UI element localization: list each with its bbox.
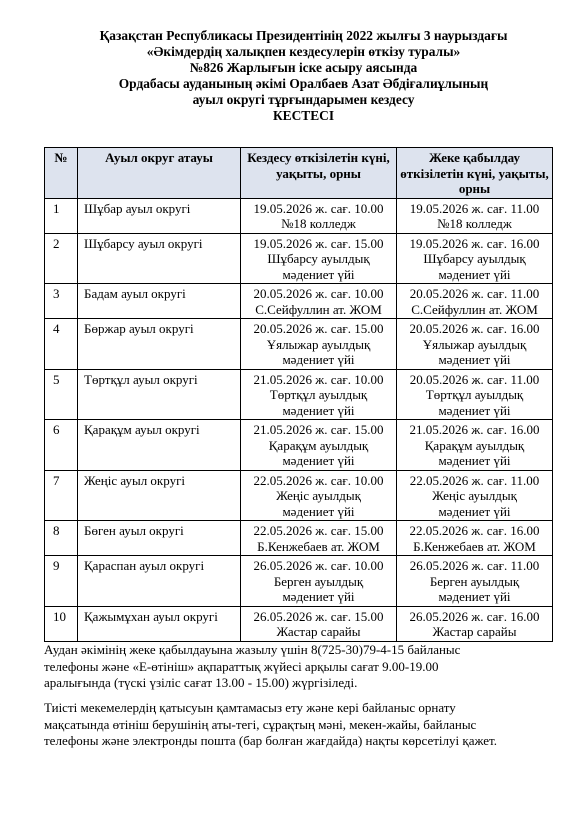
row-number: 9 <box>45 556 78 607</box>
meeting-line: Б.Кенжебаев ат. ЖОМ <box>257 538 380 554</box>
meeting-cell <box>241 606 397 641</box>
meeting-cell <box>241 521 397 556</box>
table-row <box>45 369 553 420</box>
row-number: 6 <box>45 420 78 471</box>
meeting-line: Жастар сарайы <box>276 624 361 639</box>
document-title <box>40 28 567 124</box>
column-header-number: № <box>45 148 78 199</box>
meeting-line: мәдениет үйі <box>282 402 355 418</box>
meeting-line: мәдениет үйі <box>282 266 355 282</box>
table-row <box>45 284 553 319</box>
reception-line: 19.05.2026 ж. сағ. 16.00 <box>409 235 540 251</box>
meeting-line: Қарақұм ауылдық <box>268 437 369 453</box>
reception-cell <box>397 556 553 607</box>
meeting-line: 19.05.2026 ж. сағ. 10.00 <box>253 200 384 216</box>
reception-line: С.Сейфуллин ат. ЖОМ <box>411 301 538 317</box>
reception-line: Шұбарсу ауылдық <box>423 251 526 266</box>
paragraph-line: телефоны және электронды пошта (бар болған жағдайда) нақты көрсетілуі қажет. <box>44 733 498 748</box>
reception-cell <box>397 284 553 319</box>
row-number: 8 <box>45 521 78 556</box>
reception-line: Жеңіс ауылдық <box>432 488 517 503</box>
reception-line: Ұялыжар ауылдық <box>422 336 527 352</box>
reception-line: 21.05.2026 ж. сағ. 16.00 <box>409 422 540 437</box>
reception-line: Қарақұм ауылдық <box>424 437 525 453</box>
meeting-cell <box>241 420 397 471</box>
meeting-line: 26.05.2026 ж. сағ. 15.00 <box>253 608 384 624</box>
title-line-2: «Әкімдердің халықпен кездесулерін өткізу туралы» <box>146 44 461 59</box>
table-row <box>45 606 553 641</box>
title-line-5: ауыл округі тұрғындарымен кездесу <box>192 92 415 107</box>
reception-line: мәдениет үйі <box>438 589 511 604</box>
column-header-district: Ауыл округ атауы <box>78 148 241 199</box>
title-line-1: Қазақстан Республикасы Президентінің 2022 жылғы 3 наурыздағы <box>99 28 508 43</box>
district-name: Бадам ауыл округі <box>78 284 241 319</box>
reception-line: Б.Кенжебаев ат. ЖОМ <box>413 538 536 554</box>
reception-cell <box>397 319 553 370</box>
reception-line: мәдениет үйі <box>438 402 511 418</box>
table-header-row <box>45 148 553 199</box>
reception-cell <box>397 420 553 471</box>
table-row <box>45 233 553 284</box>
paragraph-requirements <box>44 700 554 750</box>
table-row <box>45 319 553 370</box>
district-name: Төртқұл ауыл округі <box>78 369 241 420</box>
schedule-table <box>44 147 553 642</box>
row-number: 1 <box>45 198 78 233</box>
paragraph-line: телефоны және «Е-өтініш» ақпараттық жүйесі арқылы сағат 9.00-19.00 <box>44 658 439 674</box>
meeting-cell <box>241 233 397 284</box>
district-name: Қажымұхан ауыл округі <box>78 606 241 641</box>
meeting-line: 19.05.2026 ж. сағ. 15.00 <box>253 235 384 251</box>
meeting-line: Төртқұл ауылдық <box>269 387 368 402</box>
paragraph-line: Аудан әкімінің жеке қабылдауына жазылу үшін 8(725-30)79-4-15 байланыс <box>44 642 461 657</box>
district-name: Қарақұм ауыл округі <box>78 420 241 471</box>
reception-cell <box>397 470 553 521</box>
reception-line: 20.05.2026 ж. сағ. 11.00 <box>409 286 540 301</box>
reception-line: мәдениет үйі <box>438 266 511 282</box>
reception-line: мәдениет үйі <box>438 352 511 367</box>
reception-line: №18 колледж <box>437 216 512 231</box>
meeting-line: №18 колледж <box>281 216 356 231</box>
meeting-line: Жеңіс ауылдық <box>276 488 361 503</box>
table-row <box>45 521 553 556</box>
meeting-line: Шұбарсу ауылдық <box>267 251 370 266</box>
table-row <box>45 556 553 607</box>
reception-line: Жастар сарайы <box>432 624 517 639</box>
column-header-reception: Жеке қабылдау өткізілетін күні, уақыты, орны <box>397 148 553 199</box>
meeting-line: мәдениет үйі <box>282 503 355 519</box>
row-number: 3 <box>45 284 78 319</box>
table-row <box>45 198 553 233</box>
reception-line: 20.05.2026 ж. сағ. 11.00 <box>409 371 540 387</box>
paragraph-line: Тиісті мекемелердің қатысуын қамтамасыз ету және кері байланыс орнату <box>44 700 456 715</box>
table-row <box>45 420 553 471</box>
reception-line: Төртқұл ауылдық <box>425 387 524 402</box>
district-name: Бөржар ауыл округі <box>78 319 241 370</box>
title-line-4: Ордабасы ауданының әкімі Оралбаев Азат Әбдіғалиұлының <box>118 76 489 91</box>
meeting-line: Ұялыжар ауылдық <box>266 336 371 352</box>
meeting-line: 22.05.2026 ж. сағ. 15.00 <box>253 523 384 538</box>
paragraph-line: аралығында (түскі үзіліс сағат 13.00 - 15.00) жүргізіледі. <box>44 675 358 690</box>
table-body <box>45 198 553 641</box>
meeting-cell <box>241 556 397 607</box>
meeting-line: 20.05.2026 ж. сағ. 10.00 <box>253 286 384 301</box>
meeting-cell <box>241 284 397 319</box>
meeting-line: мәдениет үйі <box>282 589 355 604</box>
row-number: 5 <box>45 369 78 420</box>
reception-line: 26.05.2026 ж. сағ. 11.00 <box>409 558 540 573</box>
meeting-cell <box>241 369 397 420</box>
paragraph-line: мақсатында өтініш берушінің аты-тегі, сұрақтың мәні, мекен-жайы, байланыс <box>44 716 477 732</box>
meeting-line: 22.05.2026 ж. сағ. 10.00 <box>253 472 384 488</box>
title-line-3: №826 Жарлығын іске асыру аясында <box>189 60 418 75</box>
meeting-line: мәдениет үйі <box>282 352 355 367</box>
reception-line: 19.05.2026 ж. сағ. 11.00 <box>409 200 540 216</box>
reception-cell <box>397 606 553 641</box>
row-number: 7 <box>45 470 78 521</box>
reception-cell <box>397 233 553 284</box>
reception-line: мәдениет үйі <box>438 453 511 468</box>
meeting-line: 26.05.2026 ж. сағ. 10.00 <box>253 558 384 573</box>
meeting-line: С.Сейфуллин ат. ЖОМ <box>255 301 382 317</box>
paragraph-registration <box>44 642 554 692</box>
meeting-line: 21.05.2026 ж. сағ. 15.00 <box>253 422 384 437</box>
column-header-meeting: Кездесу өткізілетін күні, уақыты, орны <box>241 148 397 199</box>
reception-line: 22.05.2026 ж. сағ. 11.00 <box>409 472 540 488</box>
reception-line: 20.05.2026 ж. сағ. 16.00 <box>409 321 540 336</box>
row-number: 2 <box>45 233 78 284</box>
meeting-cell <box>241 319 397 370</box>
district-name: Шұбарсу ауыл округі <box>78 233 241 284</box>
meeting-line: 21.05.2026 ж. сағ. 10.00 <box>253 371 384 387</box>
row-number: 10 <box>45 606 78 641</box>
district-name: Бөген ауыл округі <box>78 521 241 556</box>
row-number: 4 <box>45 319 78 370</box>
reception-line: 22.05.2026 ж. сағ. 16.00 <box>409 523 540 538</box>
district-name: Шұбар ауыл округі <box>78 198 241 233</box>
meeting-line: 20.05.2026 ж. сағ. 15.00 <box>253 321 384 336</box>
reception-line: мәдениет үйі <box>438 503 511 519</box>
reception-line: Берген ауылдық <box>429 573 520 589</box>
meeting-cell <box>241 470 397 521</box>
meeting-line: мәдениет үйі <box>282 453 355 468</box>
title-line-6: КЕСТЕСІ <box>272 108 335 123</box>
table-row <box>45 470 553 521</box>
reception-line: 26.05.2026 ж. сағ. 16.00 <box>409 608 540 624</box>
reception-cell <box>397 521 553 556</box>
meeting-line: Берген ауылдық <box>273 573 364 589</box>
district-name: Қараспан ауыл округі <box>78 556 241 607</box>
meeting-cell <box>241 198 397 233</box>
district-name: Жеңіс ауыл округі <box>78 470 241 521</box>
reception-cell <box>397 369 553 420</box>
reception-cell <box>397 198 553 233</box>
